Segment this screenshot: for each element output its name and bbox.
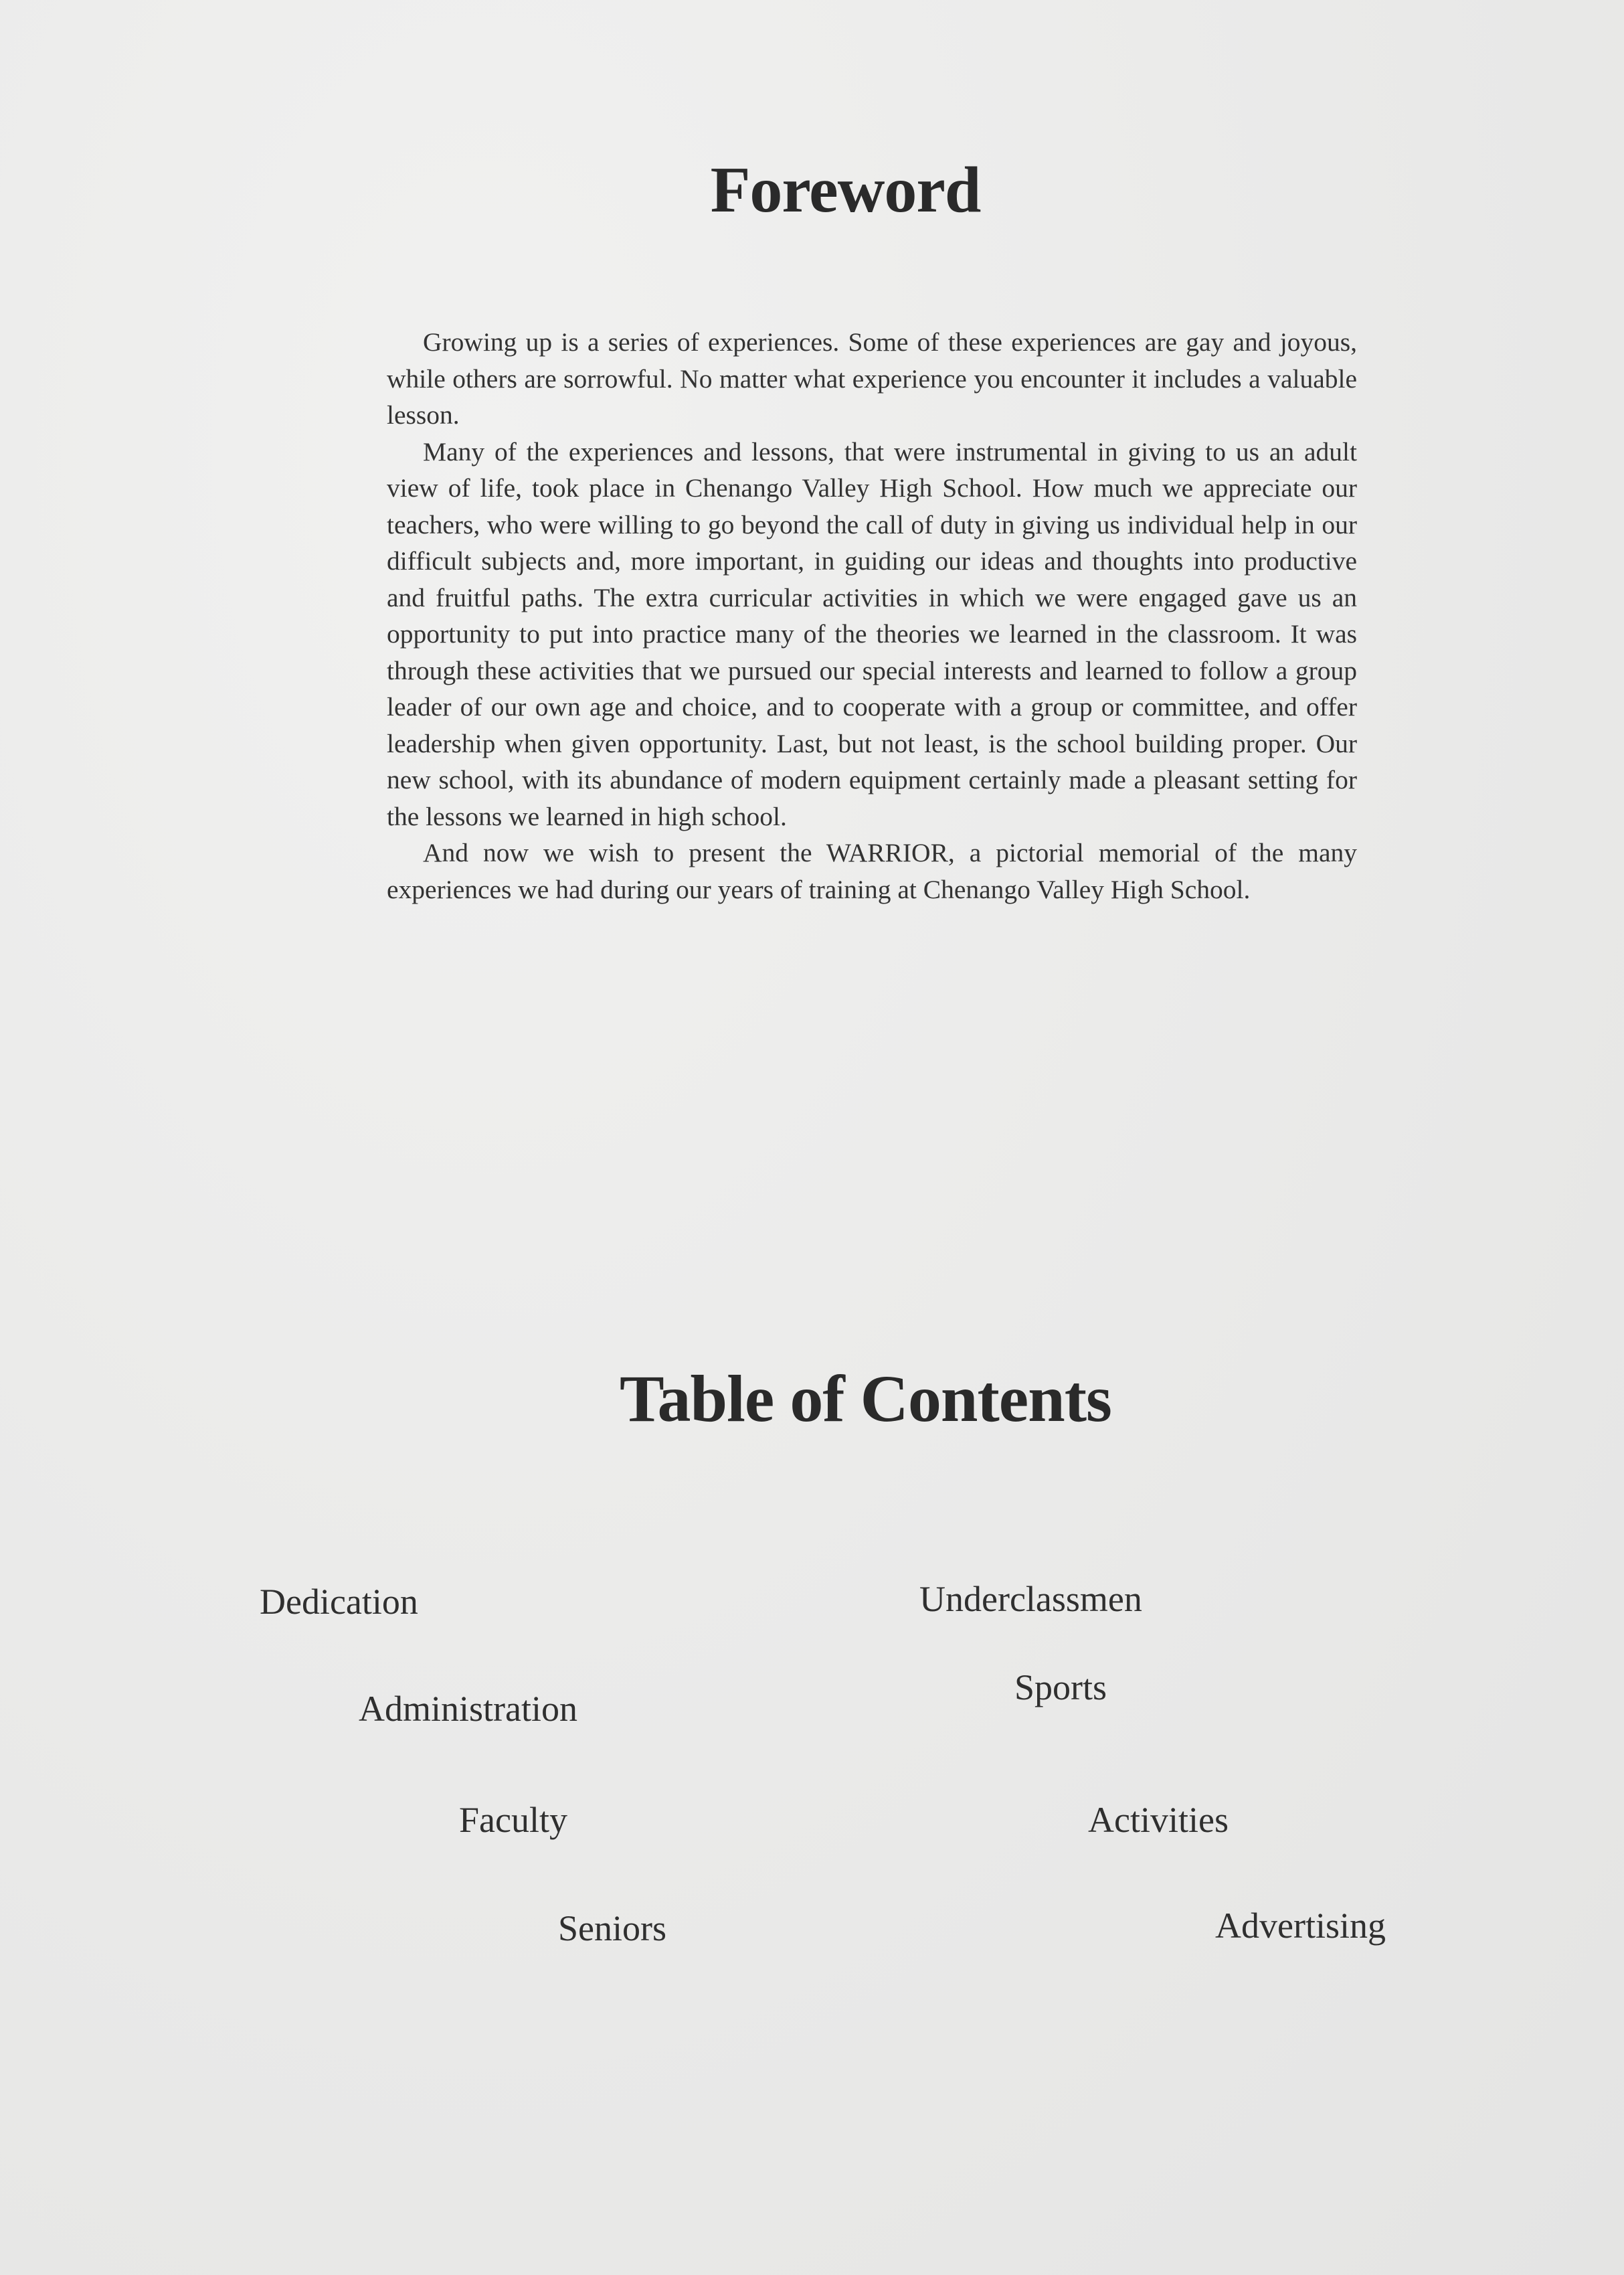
toc-item-activities: Activities xyxy=(1088,1800,1229,1840)
foreword-paragraph-3: And now we wish to present the WARRIOR, a pictorial memorial of the many experiences we had during our years of training at Chenango Valley High School. xyxy=(387,838,1357,904)
toc-item-administration: Administration xyxy=(359,1689,577,1729)
toc-item-dedication: Dedication xyxy=(260,1582,418,1622)
foreword-title: Foreword xyxy=(710,154,981,226)
foreword-paragraph-2: Many of the experiences and lessons, that were instrumental in giving to us an adult view of life, took place in Chenango Valley High School. How much we appreciate our teachers, who were willing to go beyond the call of duty in giving us individual help in our difficult subjects and, more important, in guiding our ideas and thoughts into productive and fruitful paths. The extra curricular activities in which we were engaged gave us an opportunity to put into practice many of the theories we learned in the classroom. It was through these activities that we pursued our special interests and learned to follow a group leader of our own age and choice, and to cooperate with a group or committee, and offer leadership when given opportunity. Last, but not least, is the school building proper. Our new school, with its abundance of modern equipment certainly made a pleasant setting for the lessons we learned in high school. xyxy=(387,436,1357,831)
toc-item-sports: Sports xyxy=(1014,1667,1107,1707)
toc-item-seniors: Seniors xyxy=(558,1908,666,1948)
table-of-contents-title: Table of Contents xyxy=(620,1361,1111,1436)
foreword-body xyxy=(387,324,1357,908)
toc-item-faculty: Faculty xyxy=(459,1800,567,1840)
foreword-paragraph-1: Growing up is a series of experiences. Some of these experiences are gay and joyous, while others are sorrowful. No matter what experience you encounter it includes a valuable lesson. xyxy=(387,327,1357,430)
toc-item-advertising: Advertising xyxy=(1215,1906,1386,1946)
toc-item-underclassmen: Underclassmen xyxy=(919,1579,1142,1619)
